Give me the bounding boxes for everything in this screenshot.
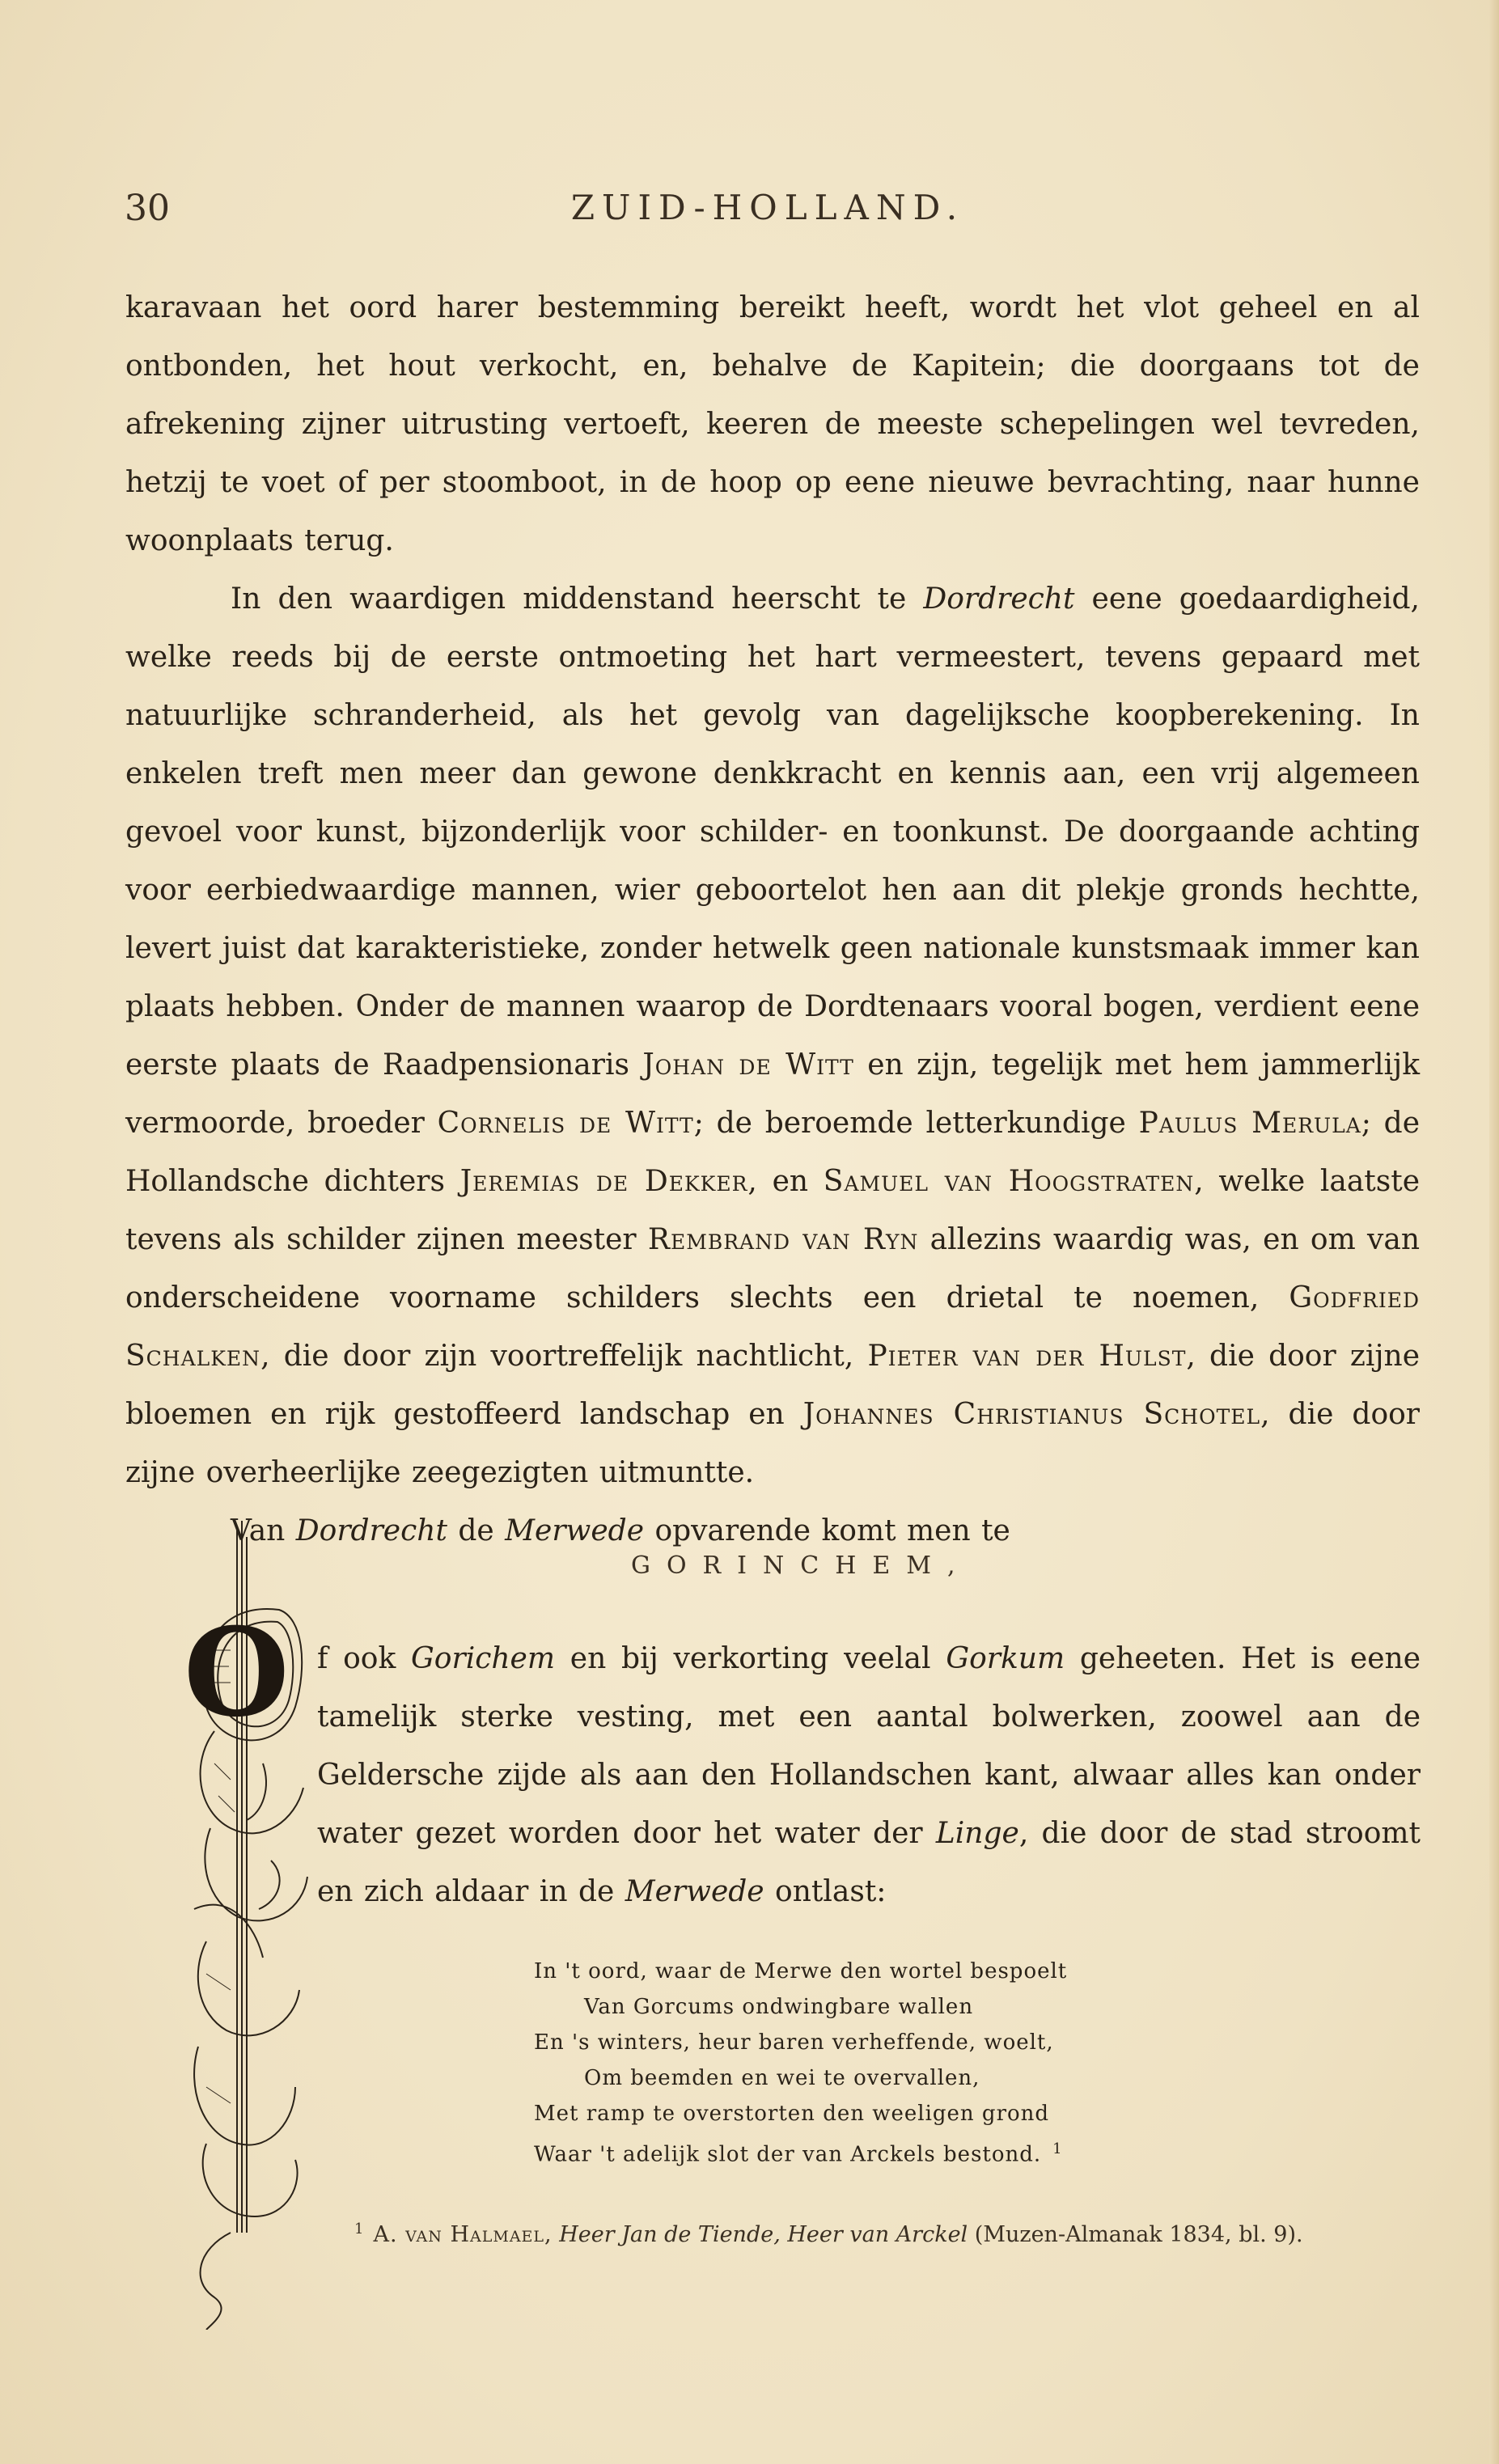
poem-line: Waar 't adelijk slot der van Arckels bestond. $^1$: [534, 2140, 1063, 2167]
paragraph-1: karavaan het oord harer bestemming bereikt heeft, wordt het vlot geheel en al ontbonden, het hout verkocht, en, behalve de Kapitein; die doorgaans tot de afrekening zijner uitrusting vertoeft, keeren de meeste schepelingen wel tevreden, hetzij te voet of per stoomboot, in de hoop op eene nieuwe bevrachting, naar hunne woonplaats terug.: [125, 291, 1420, 557]
person-name: Rembrand van Ryn: [647, 1223, 919, 1256]
paragraph-3: Van Dordrecht de Merwede opvarende komt men te: [231, 1514, 1010, 1547]
person-name: Paulus Merula: [1138, 1107, 1361, 1140]
place-dordrecht: Dordrecht: [295, 1514, 447, 1547]
person-name: Pieter van der Hulst: [867, 1340, 1187, 1373]
person-name: Johan de Witt: [642, 1048, 854, 1082]
person-name: Samuel van Hoogstraten: [823, 1165, 1195, 1198]
poem-line: Van Gorcums ondwingbare wallen: [584, 1995, 974, 2019]
place-merwede: Merwede: [625, 1875, 764, 1908]
gorinchem-text: [317, 1630, 1421, 1921]
paragraph-2: In den waardigen middenstand heerscht te Dordrecht eene goedaardigheid, welke reeds bij de eerste ontmoeting het hart vermeestert, tevens gepaard met natuurlijke schranderheid, als het gevolg van dagelijksche koopberekening. In enkelen treft men meer dan gewone denkkracht en kennis aan, een vrij algemeen gevoel voor kunst, bijzonderlijk voor schilder- en toonkunst. De doorgaande achting voor eerbiedwaardige mannen, wier geboortelot hen aan dit plekje gronds hechtte, levert juist dat karakteristieke, zonder hetwelk geen nationale kunstsmaak immer kan plaats hebben. Onder de mannen waarop de Dordtenaars vooral bogen, verdient eene eerste plaats de Raadpensionaris Johan de Witt en zijn, tegelijk met hem jammerlijk vermoorde, broeder Cornelis de Witt; de beroemde letterkundige Paulus Merula; de Hollandsche dichters Jeremias de Dekker, en Samuel van Hoogstraten, welke laatste tevens als schilder zijnen meester Rembrand van Ryn allezins waardig was, en om van onderscheidene voorname schilders slechts een drietal te noemen, Godfried Schalken, die door zijn voortreffelijk nachtlicht, Pieter van der Hulst, die door zijne bloemen en rijk gestoffeerd landschap en Johannes Christianus Schotel, die door zijne overheerlijke zeegezigten uitmuntte.: [125, 582, 1421, 1489]
running-title: ZUID-HOLLAND.: [570, 188, 965, 227]
poem-line: Met ramp te overstorten den weeligen grond: [534, 2102, 1050, 2126]
page-number: 30: [125, 188, 170, 229]
page-edge: [1489, 0, 1499, 2464]
footnote-author: A. van Halmael,: [373, 2222, 553, 2247]
decorated-initial: [182, 1521, 328, 2330]
footnote-mark: 1: [354, 2221, 364, 2237]
person-name: Cornelis de Witt: [437, 1107, 694, 1140]
page-header: [116, 188, 1419, 236]
initial-letter: O: [184, 1602, 290, 1744]
poem: [534, 1954, 1343, 2173]
place-gorichem: Gorichem: [411, 1642, 555, 1675]
poem-line: En 's winters, heur baren verheffende, woelt,: [534, 2030, 1054, 2055]
section-title: GORINCHEM,: [631, 1552, 972, 1580]
place-dordrecht: Dordrecht: [923, 582, 1075, 616]
place-linge: Linge: [935, 1817, 1019, 1850]
footnote-work: Heer Jan de Tiende, Heer van Arckel: [559, 2222, 968, 2247]
person-name: Godfried Schalken: [125, 1281, 1420, 1373]
poem-line: Om beemden en wei te overvallen,: [584, 2066, 980, 2090]
person-name: Johannes Christianus Schotel: [802, 1398, 1261, 1431]
place-merwede: Merwede: [505, 1514, 645, 1547]
footnote-source: (Muzen-Almanak 1834, bl. 9).: [974, 2222, 1303, 2247]
footnote-reference: 1: [1052, 2140, 1063, 2157]
footnote: [354, 2221, 1303, 2247]
place-gorkum: Gorkum: [946, 1642, 1065, 1675]
paragraph-4: f ook Gorichem en bij verkorting veelal Gorkum geheeten. Het is eene tamelijk sterke vesting, met een aantal bolwerken, zoowel aan de Geldersche zijde als aan den Hollandschen kant, alwaar alles kan onder water gezet worden door het water der Linge, die door de stad stroomt en zich aldaar in de Merwede ontlast:: [317, 1642, 1421, 1908]
poem-line: In 't oord, waar de Merwe den wortel bespoelt: [534, 1959, 1068, 1983]
main-text: [125, 279, 1420, 1560]
person-name: Jeremias de Dekker: [459, 1165, 748, 1198]
